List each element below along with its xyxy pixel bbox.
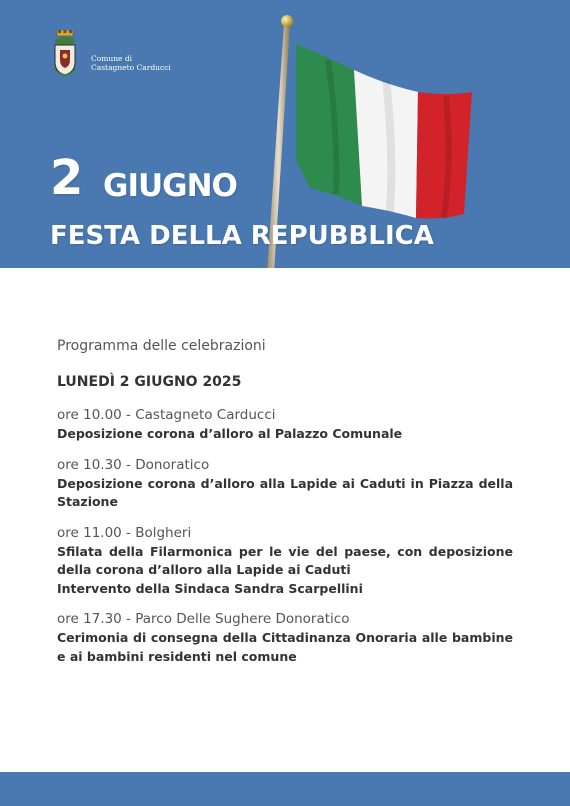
event-item xyxy=(57,610,513,666)
comune-label xyxy=(91,54,171,72)
page-subtitle: FESTA DELLA REPUBBLICA xyxy=(50,221,434,251)
event-item xyxy=(57,524,513,599)
program-intro: Programma delle celebrazioni xyxy=(57,338,266,354)
event-description-line: Deposizione corona d’alloro alla Lapide ai Caduti in Piazza della Stazione xyxy=(57,475,513,509)
comune-line-1: Comune di xyxy=(91,54,133,63)
event-time: ore 11.00 - Bolgheri xyxy=(57,524,192,541)
event-item xyxy=(57,406,513,444)
event-description-line: Sfilata della Filarmonica per le vie del paese, con deposizione della corona d’alloro alla Lapide ai Caduti xyxy=(57,543,513,577)
event-description-line: Deposizione corona d’alloro al Palazzo Comunale xyxy=(57,426,403,441)
header-banner xyxy=(0,0,570,268)
comune-line-2: Castagneto Carducci xyxy=(91,63,171,72)
footer-bar xyxy=(0,772,570,806)
event-description-line: Intervento della Sindaca Sandra Scarpellini xyxy=(57,580,363,596)
event-description xyxy=(57,543,513,599)
program-content xyxy=(57,336,513,678)
event-time: ore 10.30 - Donoratico xyxy=(57,456,210,473)
event-description xyxy=(57,425,513,444)
event-time: ore 17.30 - Parco Delle Sughere Donoratico xyxy=(57,611,350,627)
event-item xyxy=(57,456,513,512)
municipal-crest-icon xyxy=(52,30,78,76)
event-description xyxy=(57,475,513,512)
event-description xyxy=(57,629,513,666)
program-date: LUNEDÌ 2 GIUGNO 2025 xyxy=(57,374,242,390)
event-description-line: Cerimonia di consegna della Cittadinanza Onoraria alle bambine e ai bambini residenti nel comune xyxy=(57,630,513,664)
title-word: GIUGNO xyxy=(103,168,237,204)
title-number: 2 xyxy=(50,150,83,206)
event-time: ore 10.00 - Castagneto Carducci xyxy=(57,407,276,423)
